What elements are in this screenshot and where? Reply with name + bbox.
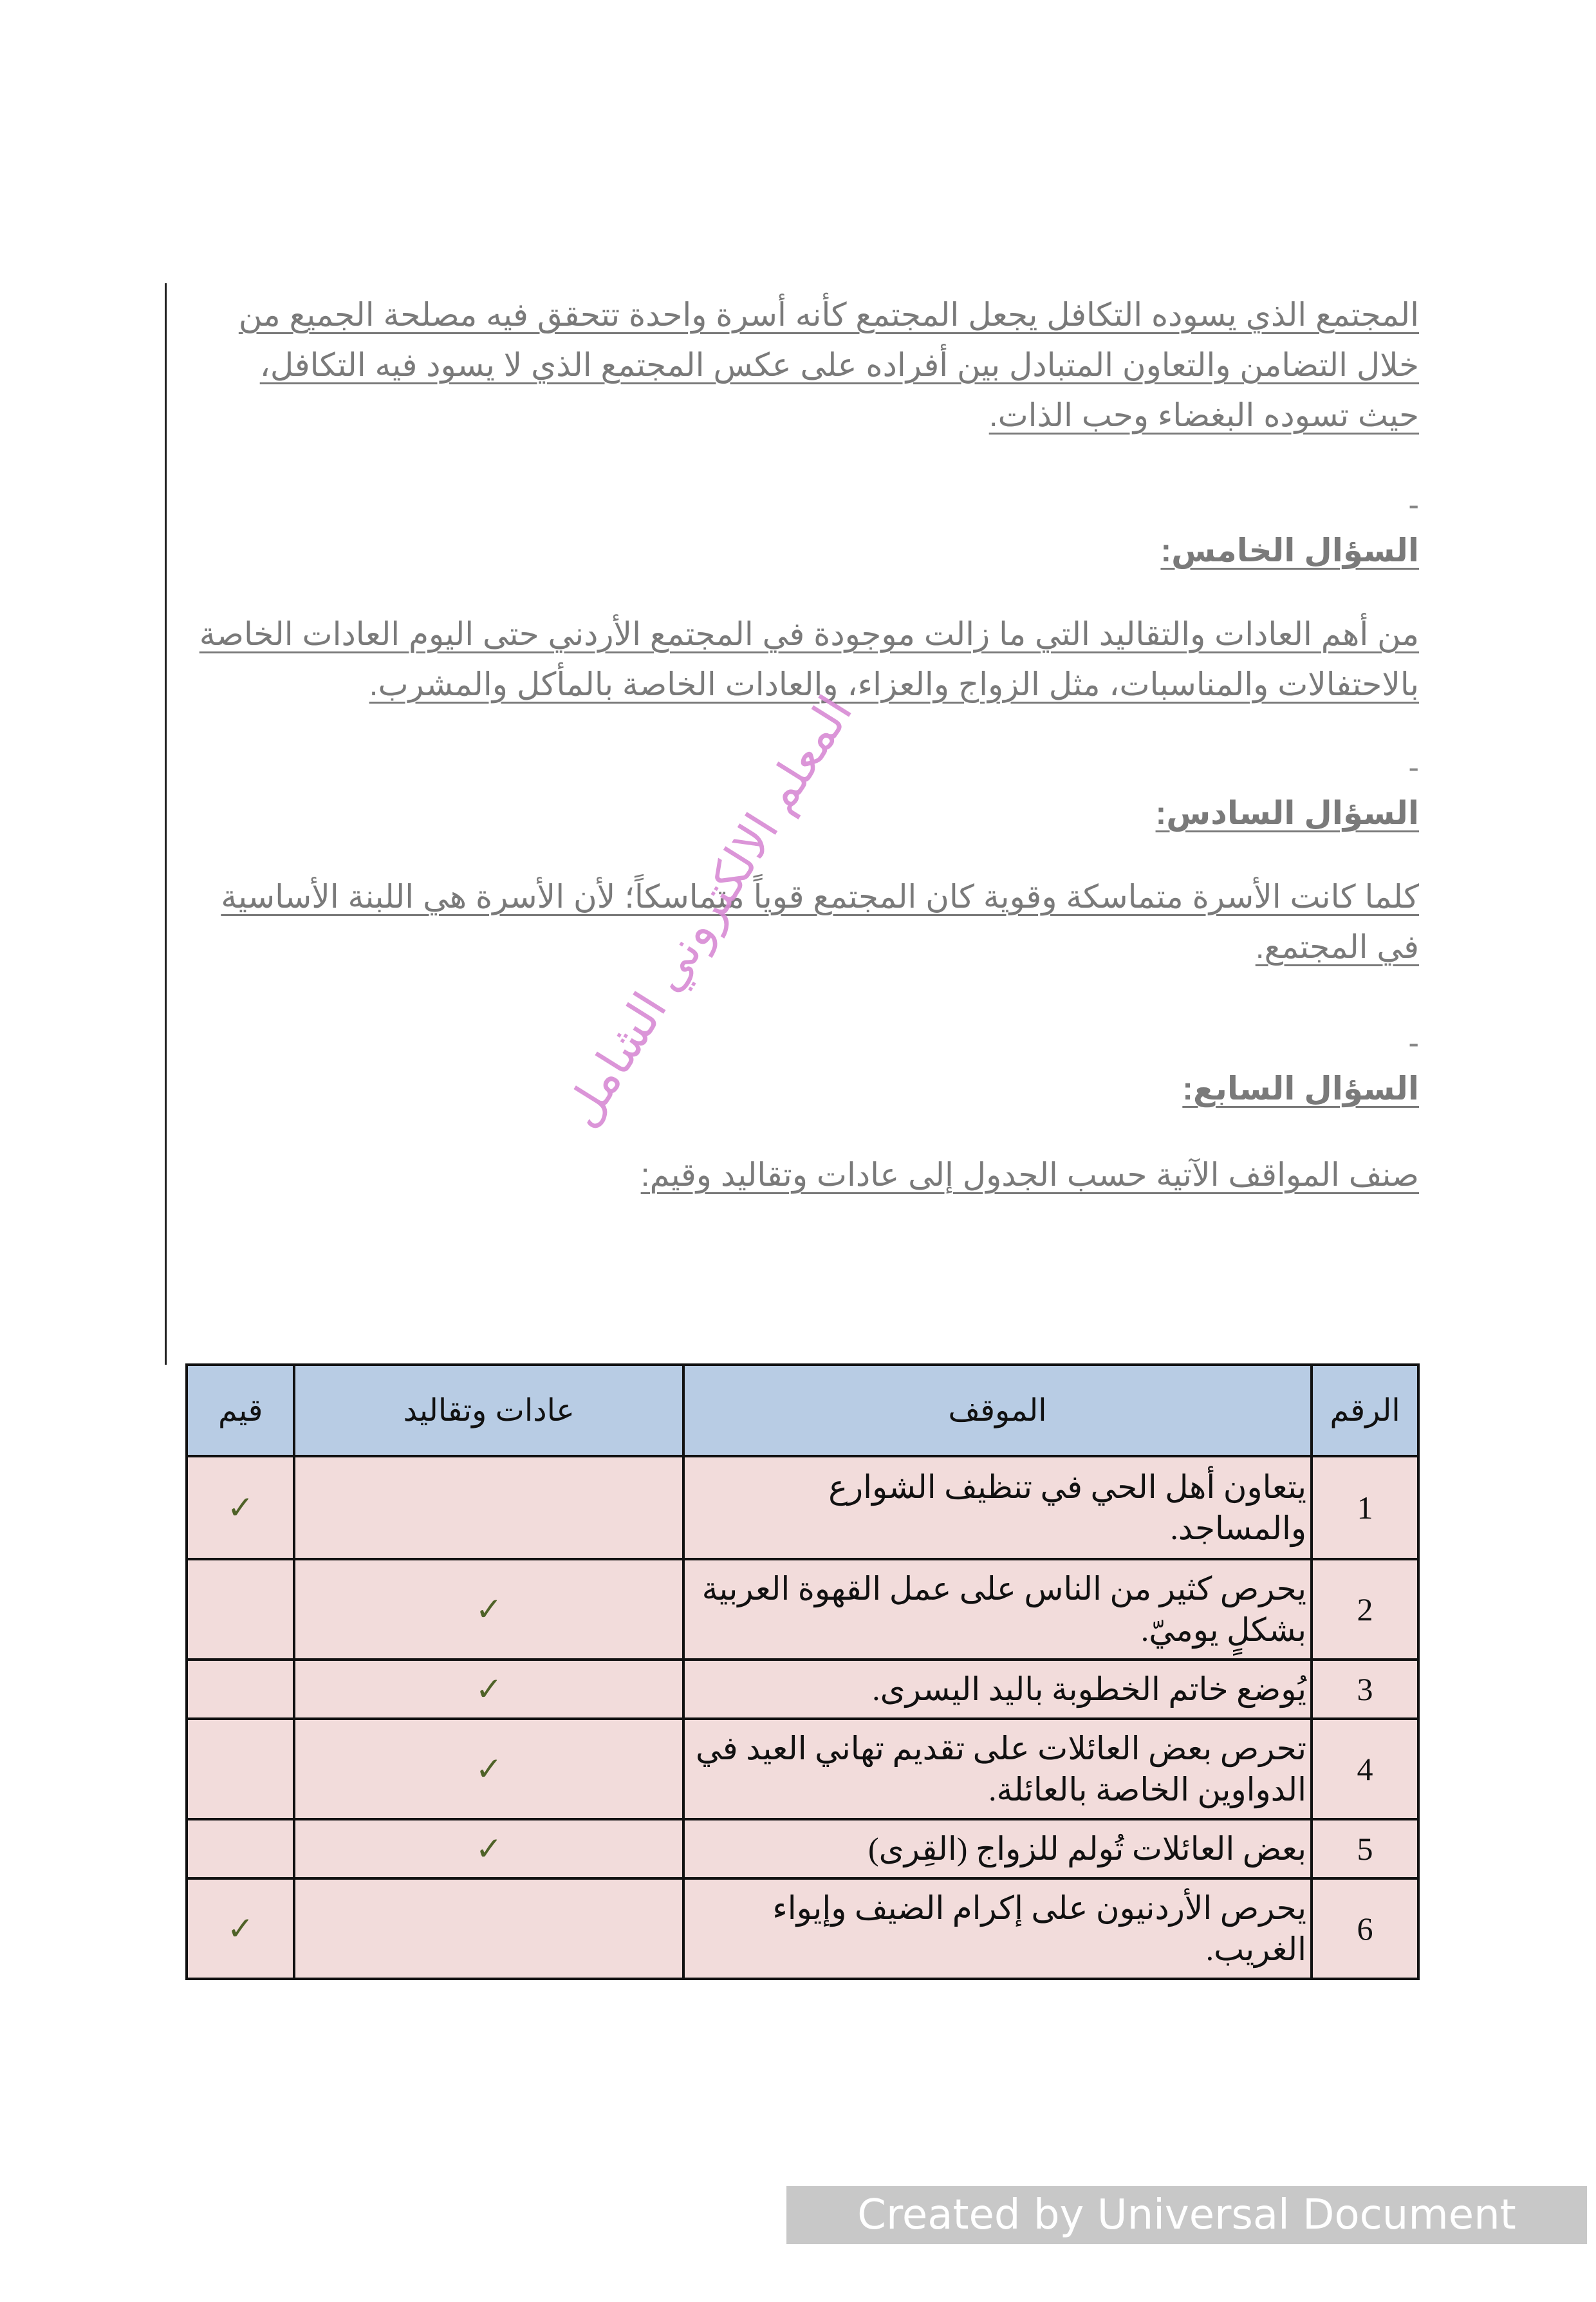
row-position: تحرص بعض العائلات على تقديم تهاني العيد في الدواوين الخاصة بالعائلة. [683,1719,1312,1819]
header-values: قيم [187,1365,294,1456]
values-check [187,1660,294,1719]
values-check [187,1559,294,1660]
values-check: ✓ [187,1456,294,1559]
customs-check [294,1456,683,1559]
row-position: يتعاون أهل الحي في تنظيف الشوارع والمساجد. [683,1456,1312,1559]
table-row [187,1456,1418,1559]
question-5-answer: من أهم العادات والتقاليد التي ما زالت موجودة في المجتمع الأردني حتى اليوم العادات الخاصة بالاحتفالات والمناسبات، مثل الزواج والعزاء، والعادات الخاصة بالمأكل والمشرب. [199,616,1419,702]
dash-separator: - [1408,749,1419,785]
row-number: 4 [1312,1719,1418,1819]
row-position: بعض العائلات تُولم للزواج (القِرى) [683,1819,1312,1878]
values-check: ✓ [187,1878,294,1979]
customs-check: ✓ [294,1719,683,1819]
row-number: 1 [1312,1456,1418,1559]
row-position: يُوضع خاتم الخطوبة باليد اليسرى. [683,1660,1312,1719]
customs-check [294,1878,683,1979]
customs-check: ✓ [294,1819,683,1878]
watermark-text: المعلم الالكتروني الشامل [553,686,862,1136]
row-number: 3 [1312,1660,1418,1719]
table-row [187,1719,1418,1819]
row-position: يحرص الأردنيون على إكرام الضيف وإيواء الغريب. [683,1878,1312,1979]
question-6-heading: السؤال السادس: [1155,795,1419,831]
table-row [187,1878,1418,1979]
classification-table [185,1363,1420,1980]
question-6-answer: كلما كانت الأسرة متماسكة وقوية كان المجتمع قوياً متماسكاً؛ لأن الأسرة هي اللبنة الأساسية في المجتمع. [221,879,1419,965]
row-number: 2 [1312,1559,1418,1660]
header-position: الموقف [683,1365,1312,1456]
header-number: الرقم [1312,1365,1418,1456]
dash-separator: - [1408,1025,1419,1061]
row-number: 5 [1312,1819,1418,1878]
paragraph-1: المجتمع الذي يسوده التكافل يجعل المجتمع كأنه أسرة واحدة تتحقق فيه مصلحة الجميع من خلال التضامن والتعاون المتبادل بين أفراده على عكس المجتمع الذي لا يسود فيه التكافل، حيث تسوده البغضاء وحب الذات. [238,297,1419,433]
header-customs: عادات وتقاليد [294,1365,683,1456]
table-row [187,1559,1418,1660]
table-row [187,1819,1418,1878]
margin-line [165,283,167,1365]
row-position: يحرص كثير من الناس على عمل القهوة العربية بشكلٍ يوميّ. [683,1559,1312,1660]
table-header-row [187,1365,1418,1456]
customs-check: ✓ [294,1660,683,1719]
row-number: 6 [1312,1878,1418,1979]
values-check [187,1819,294,1878]
question-7-prompt: صنف المواقف الآتية حسب الجدول إلى عادات وتقاليد وقيم: [640,1157,1419,1193]
dash-separator: - [1408,487,1419,523]
converter-footer-banner: Created by Universal Document Converter [786,2186,1587,2244]
question-5-heading: السؤال الخامس: [1160,532,1419,568]
table-row [187,1660,1418,1719]
customs-check: ✓ [294,1559,683,1660]
question-7-heading: السؤال السابع: [1182,1071,1419,1107]
values-check [187,1719,294,1819]
